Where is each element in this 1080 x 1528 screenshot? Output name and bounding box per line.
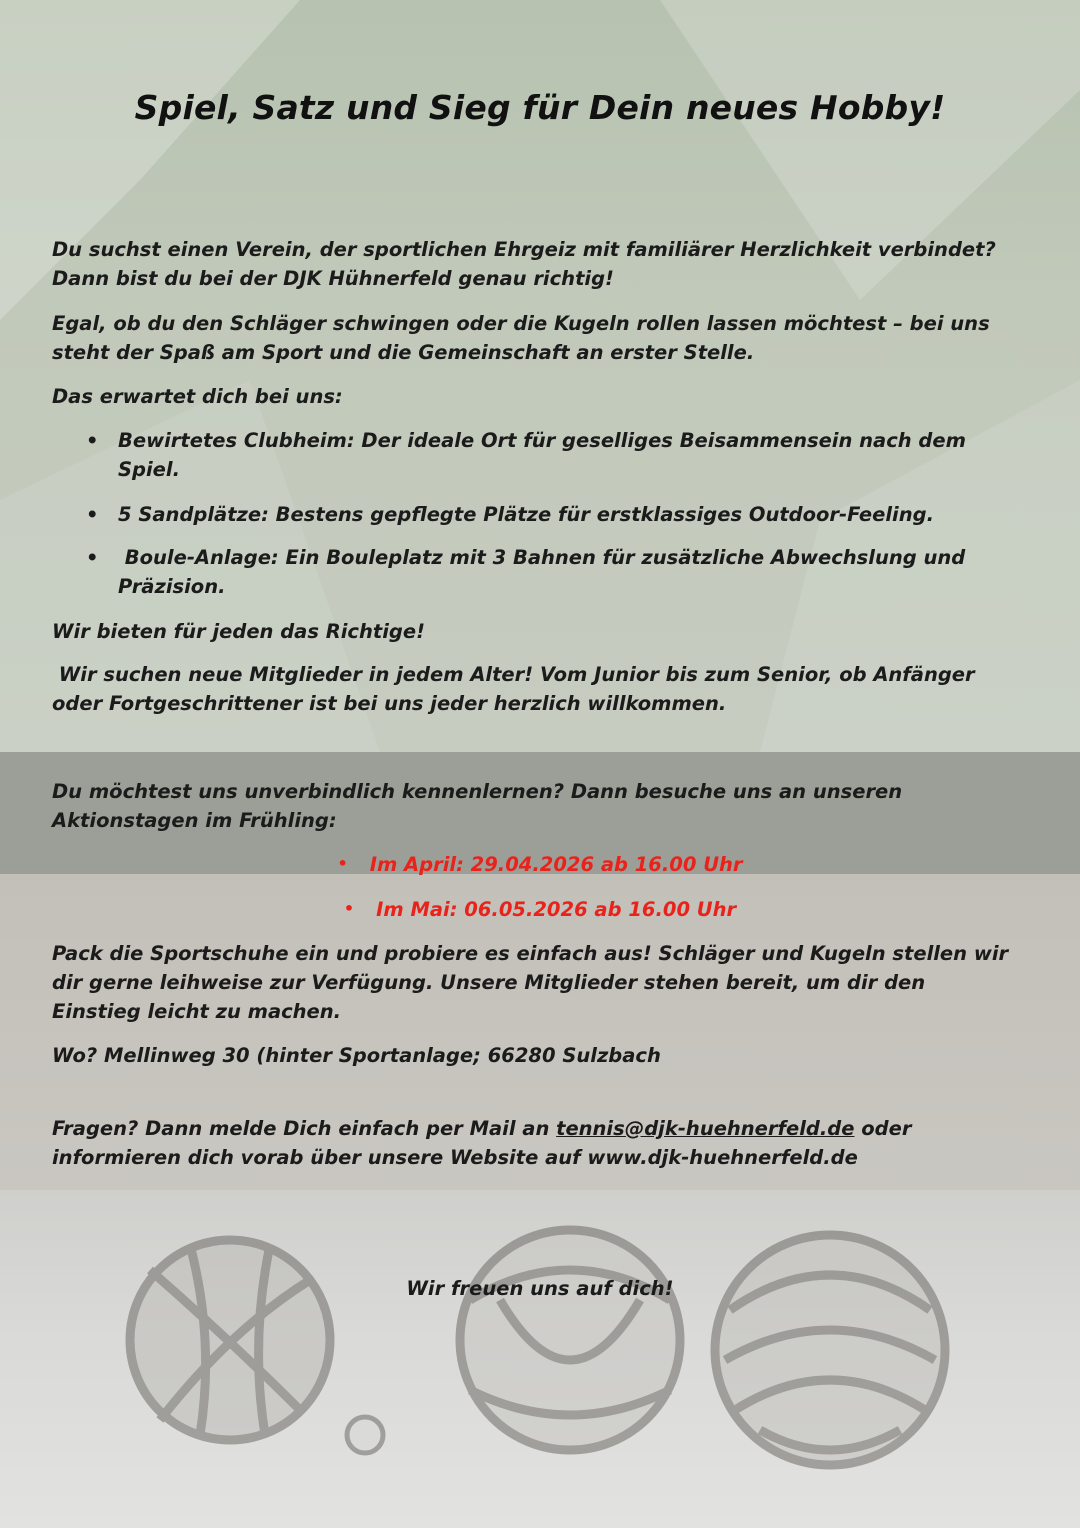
date-item-april bbox=[0, 850, 1080, 880]
questions-prefix: Fragen? Dann melde Dich einfach per Mail an bbox=[52, 1117, 557, 1140]
offer-text: Wir bieten für jeden das Richtige! bbox=[52, 620, 425, 643]
members-line-2: oder Fortgeschrittener ist bei uns jeder herzlich willkommen. bbox=[52, 692, 727, 715]
pack-paragraph bbox=[52, 939, 1042, 1026]
intro-paragraph bbox=[52, 235, 1042, 293]
egal-line-2: steht der Spaß am Sport und die Gemeinschaft an erster Stelle. bbox=[52, 341, 755, 364]
page-title: Spiel, Satz und Sieg für Dein neues Hobby! bbox=[134, 88, 946, 127]
date-text: Im Mai: 06.05.2026 ab 16.00 Uhr bbox=[376, 898, 737, 921]
pack-line-1: Pack die Sportschuhe ein und probiere es einfach aus! Schläger und Kugeln stellen wir bbox=[52, 942, 1009, 965]
meet-line-1: Du möchtest uns unverbindlich kennenlernen? Dann besuche uns an unseren bbox=[52, 780, 903, 803]
expect-heading: Das erwartet dich bei uns: bbox=[52, 385, 343, 408]
address-text: Wo? Mellinweg 30 (hinter Sportanlage; 66280 Sulzbach bbox=[52, 1044, 661, 1067]
feature-item-courts bbox=[86, 500, 1018, 529]
bullet-icon: • bbox=[86, 429, 99, 452]
meet-paragraph bbox=[52, 777, 1042, 835]
feature-line: Präzision. bbox=[118, 575, 226, 598]
intro-line-1: Du suchst einen Verein, der sportlichen Ehrgeiz mit familiärer Herzlichkeit verbindet? bbox=[52, 238, 996, 261]
bullet-icon: • bbox=[86, 546, 99, 569]
feature-line: Bewirtetes Clubheim: Der ideale Ort für geselliges Beisammensein nach dem bbox=[118, 429, 966, 452]
feature-line: Spiel. bbox=[118, 458, 181, 481]
questions-suffix: oder bbox=[854, 1117, 912, 1140]
members-paragraph bbox=[52, 660, 1042, 718]
meet-line-2: Aktionstagen im Frühling: bbox=[52, 809, 337, 832]
pack-line-2: dir gerne leihweise zur Verfügung. Unsere Mitglieder stehen bereit, um dir den bbox=[52, 971, 926, 994]
intro-line-2: Dann bist du bei der DJK Hühnerfeld genau richtig! bbox=[52, 267, 614, 290]
bullet-icon: • bbox=[86, 503, 99, 526]
bullet-icon: • bbox=[337, 854, 348, 873]
feature-item-clubhouse bbox=[86, 426, 1018, 484]
egal-line-1: Egal, ob du den Schläger schwingen oder die Kugeln rollen lassen möchtest – bei uns bbox=[52, 312, 990, 335]
email-link[interactable]: tennis@djk-huehnerfeld.de bbox=[556, 1117, 855, 1140]
website-line: informieren dich vorab über unsere Website auf www.djk-huehnerfeld.de bbox=[52, 1146, 858, 1169]
members-line-1: Wir suchen neue Mitglieder in jedem Alter! Vom Junior bis zum Senior, ob Anfänger bbox=[52, 663, 975, 686]
pack-line-3: Einstieg leicht zu machen. bbox=[52, 1000, 342, 1023]
feature-line: Boule-Anlage: Ein Bouleplatz mit 3 Bahnen für zusätzliche Abwechslung und bbox=[118, 546, 966, 569]
closing-text: Wir freuen uns auf dich! bbox=[406, 1277, 674, 1300]
date-item-may bbox=[0, 895, 1080, 925]
date-text: Im April: 29.04.2026 ab 16.00 Uhr bbox=[369, 853, 743, 876]
questions-paragraph bbox=[52, 1114, 1042, 1172]
feature-line: 5 Sandplätze: Bestens gepflegte Plätze für erstklassiges Outdoor-Feeling. bbox=[118, 503, 934, 526]
feature-item-boule bbox=[86, 543, 1018, 601]
bullet-icon: • bbox=[343, 899, 355, 918]
egal-paragraph bbox=[52, 309, 1042, 367]
